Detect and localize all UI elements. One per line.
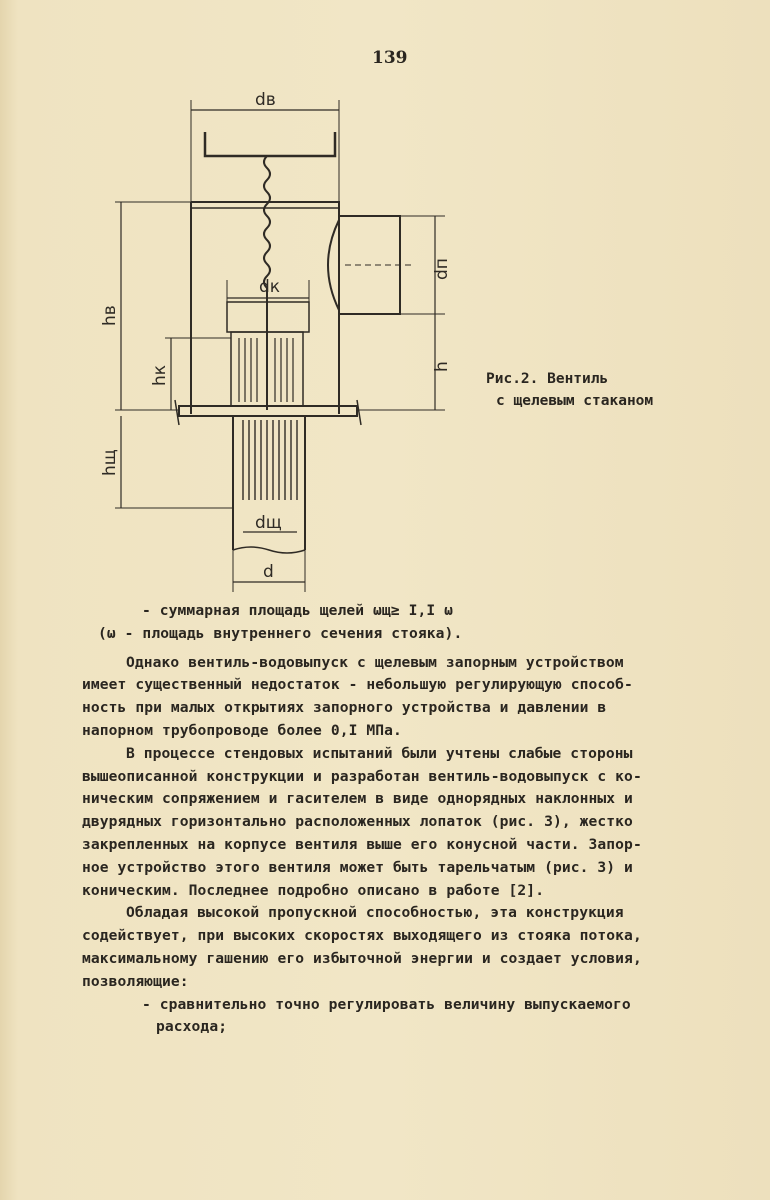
text-line: Однако вентиль-водовыпуск с щелевым запорным устройством <box>126 653 624 671</box>
label-d-k: dк <box>259 277 281 297</box>
text-line: максимальному гашению его избыточной энергии и создает условия, <box>82 949 642 967</box>
text-line: Обладая высокой пропускной способностью, эта конструкция <box>126 904 624 922</box>
text-line: двурядных горизонтально расположенных лопаток (рис. 3), жестко <box>82 813 633 831</box>
valve-figure <box>95 80 475 600</box>
list-item-cont: (ω - площадь внутреннего сечения стояка). <box>98 624 463 642</box>
text-line: напорном трубопроводе более 0,I МПа. <box>82 721 402 739</box>
label-d-b: dв <box>255 90 276 110</box>
valve-drawing <box>95 80 475 600</box>
text-line: ное устройство этого вентиля может быть тарельчатым (рис. 3) и <box>82 858 633 876</box>
text-line: вышеописанной конструкции и разработан вентиль-водовыпуск с ко- <box>82 767 642 785</box>
text-line: имеет существенный недостаток - небольшую регулирующую способ- <box>82 676 633 694</box>
label-h: h <box>432 361 452 372</box>
text-line: коническим. Последнее подробно описано в работе [2]. <box>82 881 545 899</box>
text-line: ность при малых открытиях запорного устройства и давлении в <box>82 699 607 717</box>
list-item-cont: расхода; <box>156 1018 228 1036</box>
page-number: 139 <box>372 48 408 68</box>
text-line: содействует, при высоких скоростях выходящего из стояка потока, <box>82 927 642 945</box>
text-line: закрепленных на корпусе вентиля выше его конусной части. Запор- <box>82 835 642 853</box>
text-line: позволяющие: <box>82 972 189 990</box>
label-d: d <box>263 562 274 582</box>
text-line: В процессе стендовых испытаний были учтены слабые стороны <box>126 744 633 762</box>
label-h-sh: hщ <box>100 449 120 476</box>
figure-caption <box>486 368 653 412</box>
caption-line-1: Рис.2. Вентиль <box>486 371 609 387</box>
label-d-n: dп <box>432 258 452 280</box>
label-h-k: hк <box>150 364 170 386</box>
list-item: - сравнительно точно регулировать величину выпускаемого <box>142 995 631 1013</box>
label-h-b: hв <box>100 305 120 326</box>
body-text <box>82 600 742 1039</box>
handwheel <box>205 132 335 156</box>
list-item: - суммарная площадь щелей ωщ≥ I,I ω <box>142 602 454 619</box>
caption-line-2: с щелевым стаканом <box>496 393 654 409</box>
label-d-sh: dщ <box>255 513 282 533</box>
text-line: ническим сопряжением и гасителем в виде однорядных наклонных и <box>82 790 633 808</box>
